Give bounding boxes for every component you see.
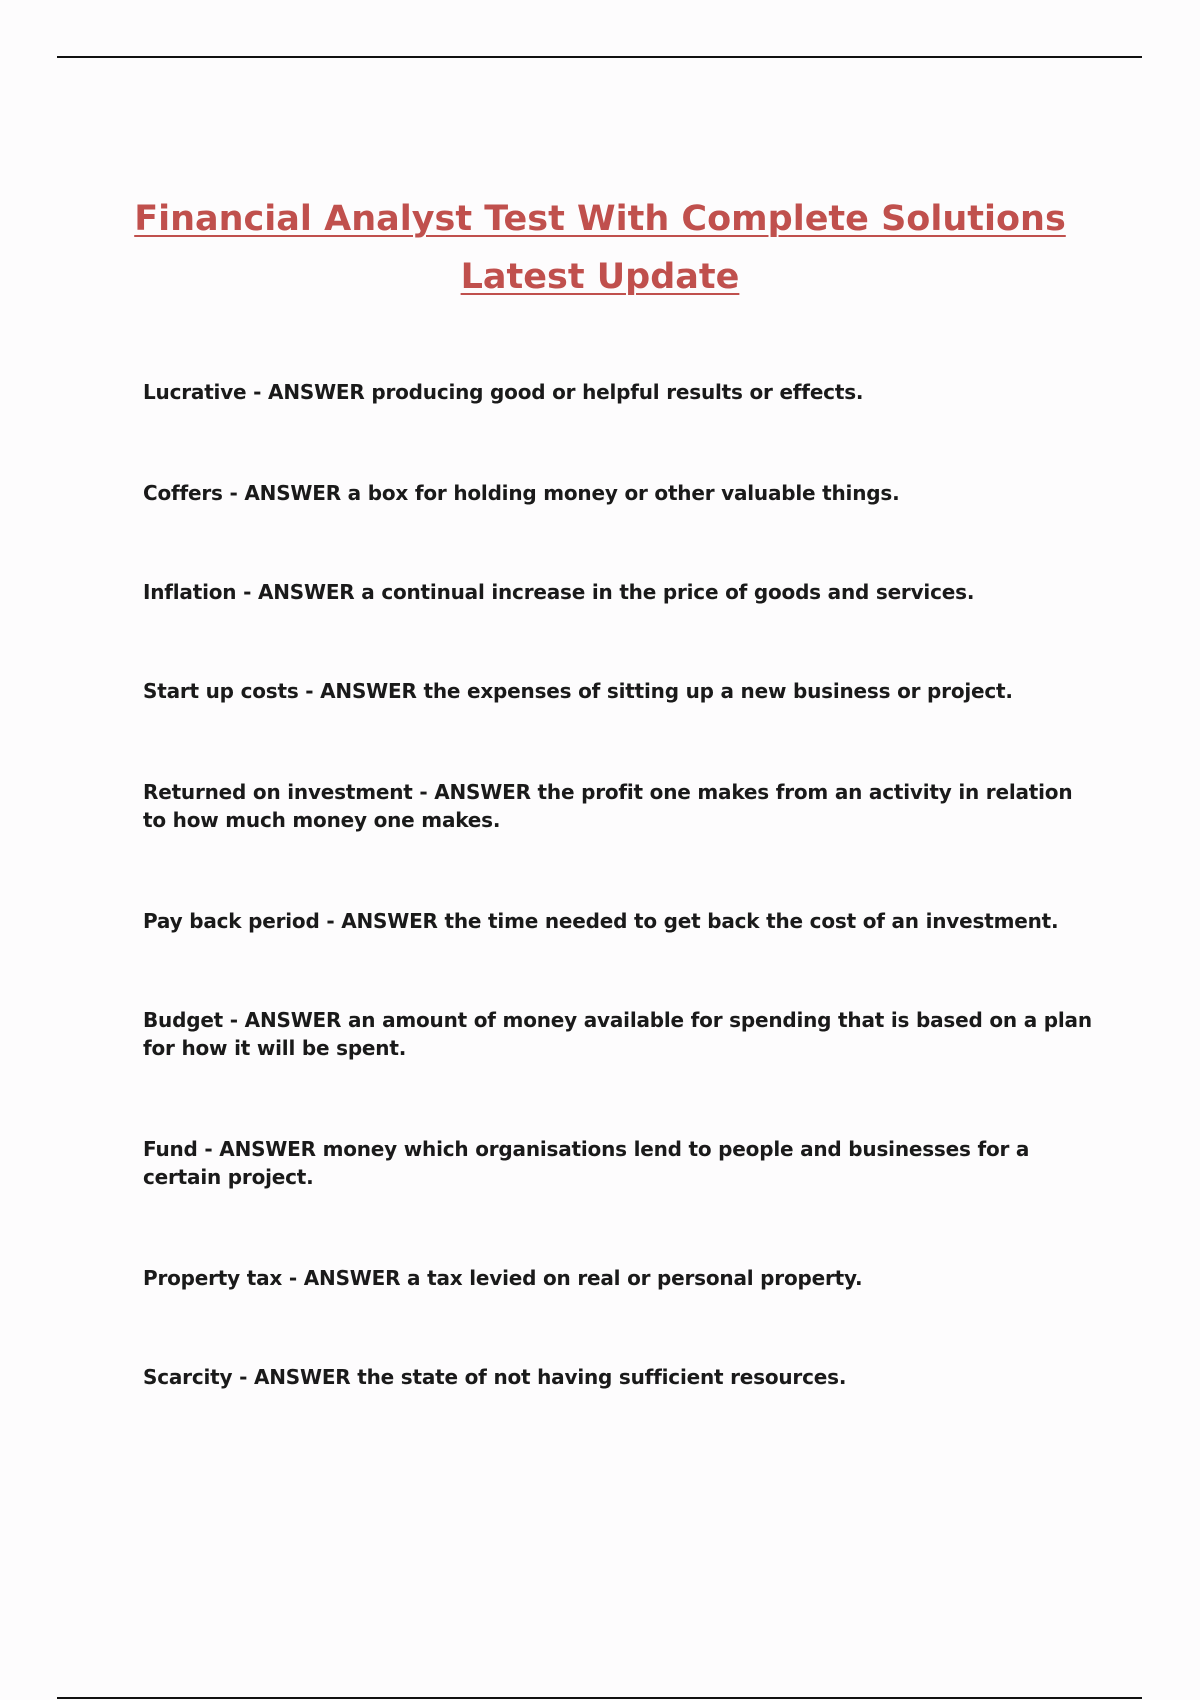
qa-item-coffers: Coffers - ANSWER a box for holding money or other valuable things. [143,481,900,505]
qa-item-scarcity: Scarcity - ANSWER the state of not having sufficient resources. [143,1365,847,1389]
qa-item-returned-on-investment: Returned on investment - ANSWER the profit one makes from an activity in relation to how much money one makes. [143,780,1073,832]
qa-item-lucrative: Lucrative - ANSWER producing good or helpful results or effects. [143,380,864,404]
qa-item-start-up-costs: Start up costs - ANSWER the expenses of sitting up a new business or project. [143,679,1013,703]
qa-item-budget: Budget - ANSWER an amount of money available for spending that is based on a plan for how it will be spent. [143,1008,1092,1060]
title-line-1: Financial Analyst Test With Complete Solutions [134,199,1066,239]
qa-item-property-tax: Property tax - ANSWER a tax levied on real or personal property. [143,1266,863,1290]
qa-item-pay-back-period: Pay back period - ANSWER the time needed to get back the cost of an investment. [143,909,1059,933]
header-rule [57,56,1142,58]
footer-rule [57,1697,1142,1699]
document-title [100,190,1100,306]
qa-item-inflation: Inflation - ANSWER a continual increase in the price of goods and services. [143,580,975,604]
title-line-2: Latest Update [460,257,740,297]
qa-item-fund: Fund - ANSWER money which organisations lend to people and businesses for a certain project. [143,1137,1030,1189]
